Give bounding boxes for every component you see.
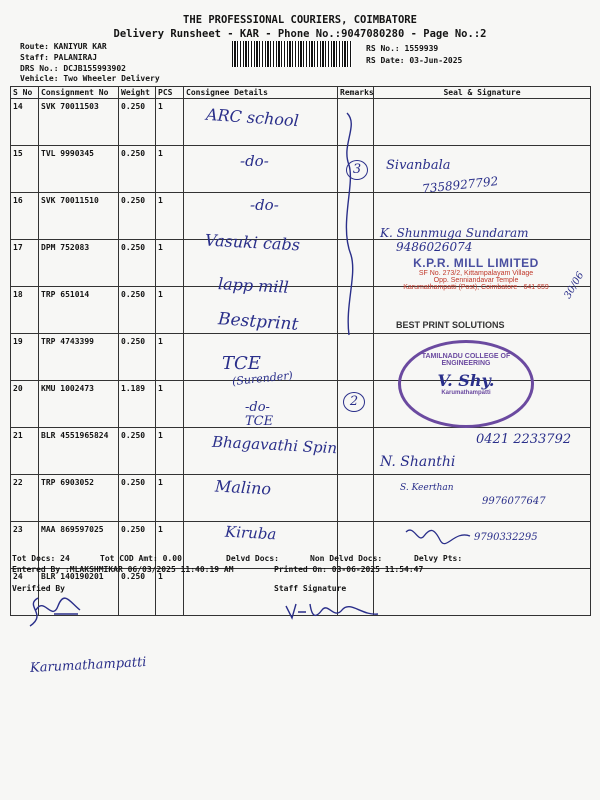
kpr-stamp-addr1: SF No. 273/2, Kittampalayam Village	[418, 270, 534, 277]
sno-cell: 15	[11, 146, 39, 193]
consignee-hand-24: Kiruba	[224, 522, 277, 544]
signature-17: K. Shunmuga Sundaram	[380, 226, 529, 240]
tce-do-hand: TCE	[245, 414, 274, 429]
consignee-hand-14: ARC school	[205, 104, 300, 131]
consignee-hand-21: -do-	[245, 400, 270, 415]
table-row	[11, 146, 591, 193]
drs-number: DRS No.: DCJB155993902	[20, 64, 126, 73]
weight-cell: 0.250	[119, 428, 156, 475]
delivered-docs: Delvd Docs:	[226, 554, 279, 563]
remarks-cell	[338, 428, 374, 475]
weight-cell: 0.250	[119, 475, 156, 522]
col-header-weight: Weight	[119, 87, 156, 99]
staff-signature-mark	[282, 598, 382, 628]
remark-circle-2: 2	[343, 392, 365, 412]
pcs-cell: 1	[156, 99, 184, 146]
pcs-cell: 1	[156, 428, 184, 475]
consignee-hand-18: lapp mill	[217, 274, 290, 297]
seal-place: Karumathampatti	[441, 390, 491, 396]
consignment-cell: DPM 752083	[39, 240, 119, 287]
consignment-cell: BLR 4551965824	[39, 428, 119, 475]
consignment-cell: TVL 9990345	[39, 146, 119, 193]
consignment-cell: SVK 70011510	[39, 193, 119, 240]
col-header-sno: S No	[11, 87, 39, 99]
pcs-cell: 1	[156, 569, 184, 616]
phone-23: 9976077647	[482, 496, 546, 507]
consignment-cell: SVK 70011503	[39, 99, 119, 146]
phone-22: 0421 2233792	[476, 432, 572, 447]
verifier-handwriting: Karumathampatti	[29, 654, 147, 677]
weight-cell: 1.189	[119, 381, 156, 428]
company-title: THE PROFESSIONAL COURIERS, COIMBATORE	[183, 14, 417, 26]
total-docs: Tot Docs: 24	[12, 554, 70, 563]
total-cod-amount: Tot COD Amt: 0.00	[100, 554, 182, 563]
sno-cell: 16	[11, 193, 39, 240]
weight-cell: 0.250	[119, 99, 156, 146]
sno-cell: 23	[11, 522, 39, 569]
seal-cell	[374, 569, 591, 616]
weight-cell: 0.250	[119, 334, 156, 381]
sno-cell: 21	[11, 428, 39, 475]
consignee-hand-20: TCE	[222, 353, 261, 374]
signature-23: S. Keerthan	[400, 483, 454, 493]
kpr-stamp-name: K.P.R. MILL LIMITED	[413, 256, 539, 270]
remarks-cell	[338, 475, 374, 522]
sno-cell: 20	[11, 381, 39, 428]
pcs-cell: 1	[156, 287, 184, 334]
consignee-hand-15: -do-	[240, 152, 269, 170]
consignee-hand-23: Malino	[214, 476, 272, 499]
seal-text: TAMILNADU COLLEGE OF ENGINEERING	[421, 353, 511, 367]
weight-cell: 0.250	[119, 522, 156, 569]
verified-by-label: Verified By	[12, 584, 65, 593]
phone-17: 9486026074	[396, 240, 473, 254]
table-row	[11, 99, 591, 146]
consignee-hand-22: Bhagavathi Spin	[211, 432, 338, 458]
seal-signature: V. Shy.	[437, 371, 495, 390]
seal-cell	[374, 99, 591, 146]
non-delivered-docs: Non Delvd Docs:	[310, 554, 383, 563]
rs-date: RS Date: 03-Jun-2025	[366, 56, 463, 65]
pcs-cell: 1	[156, 381, 184, 428]
sno-cell: 18	[11, 287, 39, 334]
remarks-bracket-mark	[335, 105, 375, 425]
staff-label: Staff: PALANIRAJ	[20, 53, 98, 62]
college-seal	[398, 340, 534, 428]
table-row	[11, 522, 591, 569]
consignment-cell: MAA 869597025	[39, 522, 119, 569]
weight-cell: 0.250	[119, 146, 156, 193]
pcs-cell: 1	[156, 475, 184, 522]
runsheet-subtitle: Delivery Runsheet - KAR - Phone No.:9047080280 - Page No.:2	[113, 28, 487, 40]
col-header-remarks: Remarks	[338, 87, 374, 99]
tce-note-hand: (Surender)	[231, 368, 294, 389]
pcs-cell: 1	[156, 522, 184, 569]
remark-circle-3: 3	[346, 160, 368, 180]
consignment-cell: TRP 651014	[39, 287, 119, 334]
consignee-hand-17: Vasuki cabs	[204, 230, 301, 255]
phone-16: 7358927792	[421, 174, 499, 196]
col-header-seal: Seal & Signature	[374, 87, 591, 99]
pcs-cell: 1	[156, 146, 184, 193]
sno-cell: 24	[11, 569, 39, 616]
kpr-stamp-addr2: Opp. Senniandavar Temple	[433, 277, 519, 284]
sno-cell: 22	[11, 475, 39, 522]
consignee-hand-16: -do-	[250, 196, 279, 214]
weight-cell: 0.250	[119, 569, 156, 616]
delivery-points: Delvy Pts:	[414, 554, 463, 563]
entered-by: Entered By :MLAKSHMIKAR 06/03/2025 11:40:19 AM	[12, 565, 234, 574]
table-header-row	[11, 87, 591, 99]
consignment-cell: TRP 4743399	[39, 334, 119, 381]
signature-22: N. Shanthi	[380, 454, 456, 470]
signature-24	[404, 522, 474, 552]
sno-cell: 19	[11, 334, 39, 381]
consignee-hand-19: Bestprint	[217, 309, 299, 335]
col-header-consignment: Consignment No	[39, 87, 119, 99]
sno-cell: 14	[11, 99, 39, 146]
kpr-mill-stamp	[376, 256, 576, 291]
weight-cell: 0.250	[119, 287, 156, 334]
consignment-cell: KMU 1002473	[39, 381, 119, 428]
pcs-cell: 1	[156, 334, 184, 381]
route-label: Route: KANIYUR KAR	[20, 42, 107, 51]
sno-cell: 17	[11, 240, 39, 287]
pcs-cell: 1	[156, 240, 184, 287]
weight-cell: 0.250	[119, 193, 156, 240]
pcs-cell: 1	[156, 193, 184, 240]
weight-cell: 0.250	[119, 240, 156, 287]
consignment-cell: TRP 6903052	[39, 475, 119, 522]
rs-number: RS No.: 1559939	[366, 44, 439, 53]
vehicle-label: Vehicle: Two Wheeler Delivery	[20, 74, 160, 83]
printed-on: Printed On: 03-06-2025 11:54:47	[274, 565, 424, 574]
phone-24: 9790332295	[474, 532, 538, 543]
signature-15: Sivanbala	[386, 158, 451, 173]
verifier-signature	[18, 592, 88, 632]
date-18: 30/06	[562, 270, 587, 301]
barcode	[232, 41, 352, 67]
kpr-stamp-addr3: Karumathampatti (Post), Coimbatore - 641 659	[403, 284, 549, 291]
bestprint-stamp: BEST PRINT SOLUTIONS	[396, 320, 505, 330]
col-header-consignee: Consignee Details	[184, 87, 338, 99]
consignment-cell: BLR 140190201	[39, 569, 119, 616]
staff-signature-label: Staff Signature	[274, 584, 347, 593]
col-header-pcs: PCS	[156, 87, 184, 99]
